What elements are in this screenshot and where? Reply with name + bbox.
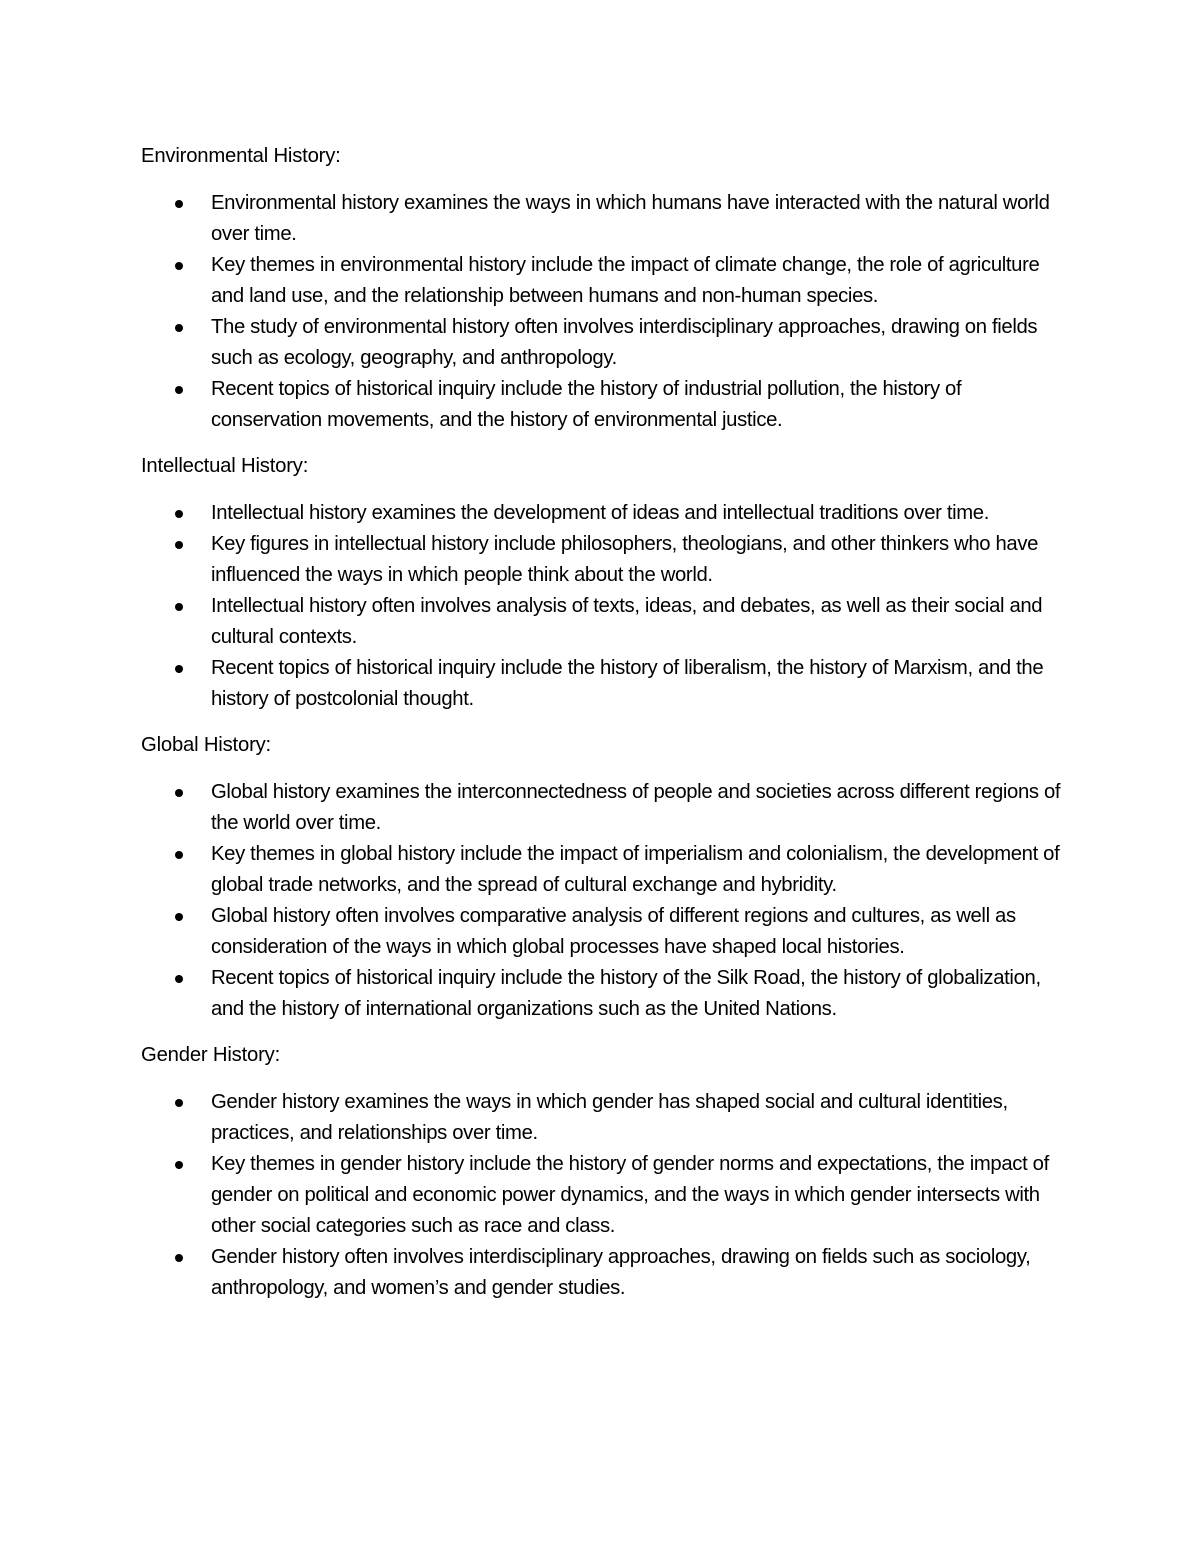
bullet-icon bbox=[175, 975, 183, 983]
section-heading-intellectual-history: Intellectual History: bbox=[141, 455, 309, 477]
list-item-text: Recent topics of historical inquiry include the history of liberalism, the history of Marxism, and the history of postcolonial thought. bbox=[211, 657, 1044, 710]
list-item-text: The study of environmental history often involves interdisciplinary approaches, drawing on fields such as ecology, geography, and anthropology. bbox=[211, 316, 1038, 369]
list-item bbox=[141, 498, 1061, 529]
list-item-text: Recent topics of historical inquiry include the history of the Silk Road, the history of globalization, and the history of international organizations such as the United Nations. bbox=[211, 967, 1041, 1020]
list-item bbox=[141, 188, 1061, 250]
bullet-list-global-history bbox=[141, 777, 1061, 1025]
bullet-icon bbox=[175, 510, 183, 518]
list-item bbox=[141, 839, 1061, 901]
bullet-icon bbox=[175, 1099, 183, 1107]
list-item-text: Gender history examines the ways in which gender has shaped social and cultural identities, practices, and relationships over time. bbox=[211, 1091, 1008, 1144]
bullet-list-environmental-history bbox=[141, 188, 1061, 436]
list-item-text: Intellectual history examines the development of ideas and intellectual traditions over time. bbox=[211, 502, 990, 524]
list-item bbox=[141, 1087, 1061, 1149]
list-item bbox=[141, 312, 1061, 374]
bullet-icon bbox=[175, 603, 183, 611]
bullet-icon bbox=[175, 1254, 183, 1262]
bullet-icon bbox=[175, 262, 183, 270]
list-item bbox=[141, 250, 1061, 312]
section-heading-global-history: Global History: bbox=[141, 734, 271, 756]
list-item-text: Key figures in intellectual history include philosophers, theologians, and other thinkers who have influenced the ways in which people think about the world. bbox=[211, 533, 1039, 586]
list-item-text: Recent topics of historical inquiry include the history of industrial pollution, the history of conservation movements, and the history of environmental justice. bbox=[211, 378, 962, 431]
list-item bbox=[141, 529, 1061, 591]
list-item bbox=[141, 1149, 1061, 1242]
list-item bbox=[141, 901, 1061, 963]
bullet-list-gender-history bbox=[141, 1087, 1061, 1304]
bullet-icon bbox=[175, 541, 183, 549]
list-item bbox=[141, 653, 1061, 715]
list-item-text: Intellectual history often involves analysis of texts, ideas, and debates, as well as their social and cultural contexts. bbox=[211, 595, 1043, 648]
bullet-icon bbox=[175, 665, 183, 673]
bullet-list-intellectual-history bbox=[141, 498, 1061, 715]
list-item-text: Environmental history examines the ways in which humans have interacted with the natural world over time. bbox=[211, 192, 1050, 245]
bullet-icon bbox=[175, 386, 183, 394]
list-item-text: Key themes in environmental history include the impact of climate change, the role of agriculture and land use, and the relationship between humans and non-human species. bbox=[211, 254, 1040, 307]
bullet-icon bbox=[175, 789, 183, 797]
document-body bbox=[141, 141, 1061, 1319]
section-heading-environmental-history: Environmental History: bbox=[141, 145, 341, 167]
list-item-text: Key themes in global history include the impact of imperialism and colonialism, the development of global trade networks, and the spread of cultural exchange and hybridity. bbox=[211, 843, 1060, 896]
list-item-text: Gender history often involves interdisciplinary approaches, drawing on fields such as sociology, anthropology, and women’s and gender studies. bbox=[211, 1246, 1031, 1299]
section-heading-gender-history: Gender History: bbox=[141, 1044, 281, 1066]
list-item bbox=[141, 374, 1061, 436]
bullet-icon bbox=[175, 913, 183, 921]
list-item bbox=[141, 1242, 1061, 1304]
bullet-icon bbox=[175, 1161, 183, 1169]
bullet-icon bbox=[175, 200, 183, 208]
list-item-text: Global history often involves comparative analysis of different regions and cultures, as well as consideration of the ways in which global processes have shaped local histories. bbox=[211, 905, 1016, 958]
list-item-text: Global history examines the interconnectedness of people and societies across different regions of the world over time. bbox=[211, 781, 1061, 834]
list-item bbox=[141, 777, 1061, 839]
list-item bbox=[141, 591, 1061, 653]
bullet-icon bbox=[175, 324, 183, 332]
list-item bbox=[141, 963, 1061, 1025]
bullet-icon bbox=[175, 851, 183, 859]
list-item-text: Key themes in gender history include the history of gender norms and expectations, the impact of gender on political and economic power dynamics, and the ways in which gender intersects with other social categories such as race and class. bbox=[211, 1153, 1049, 1237]
